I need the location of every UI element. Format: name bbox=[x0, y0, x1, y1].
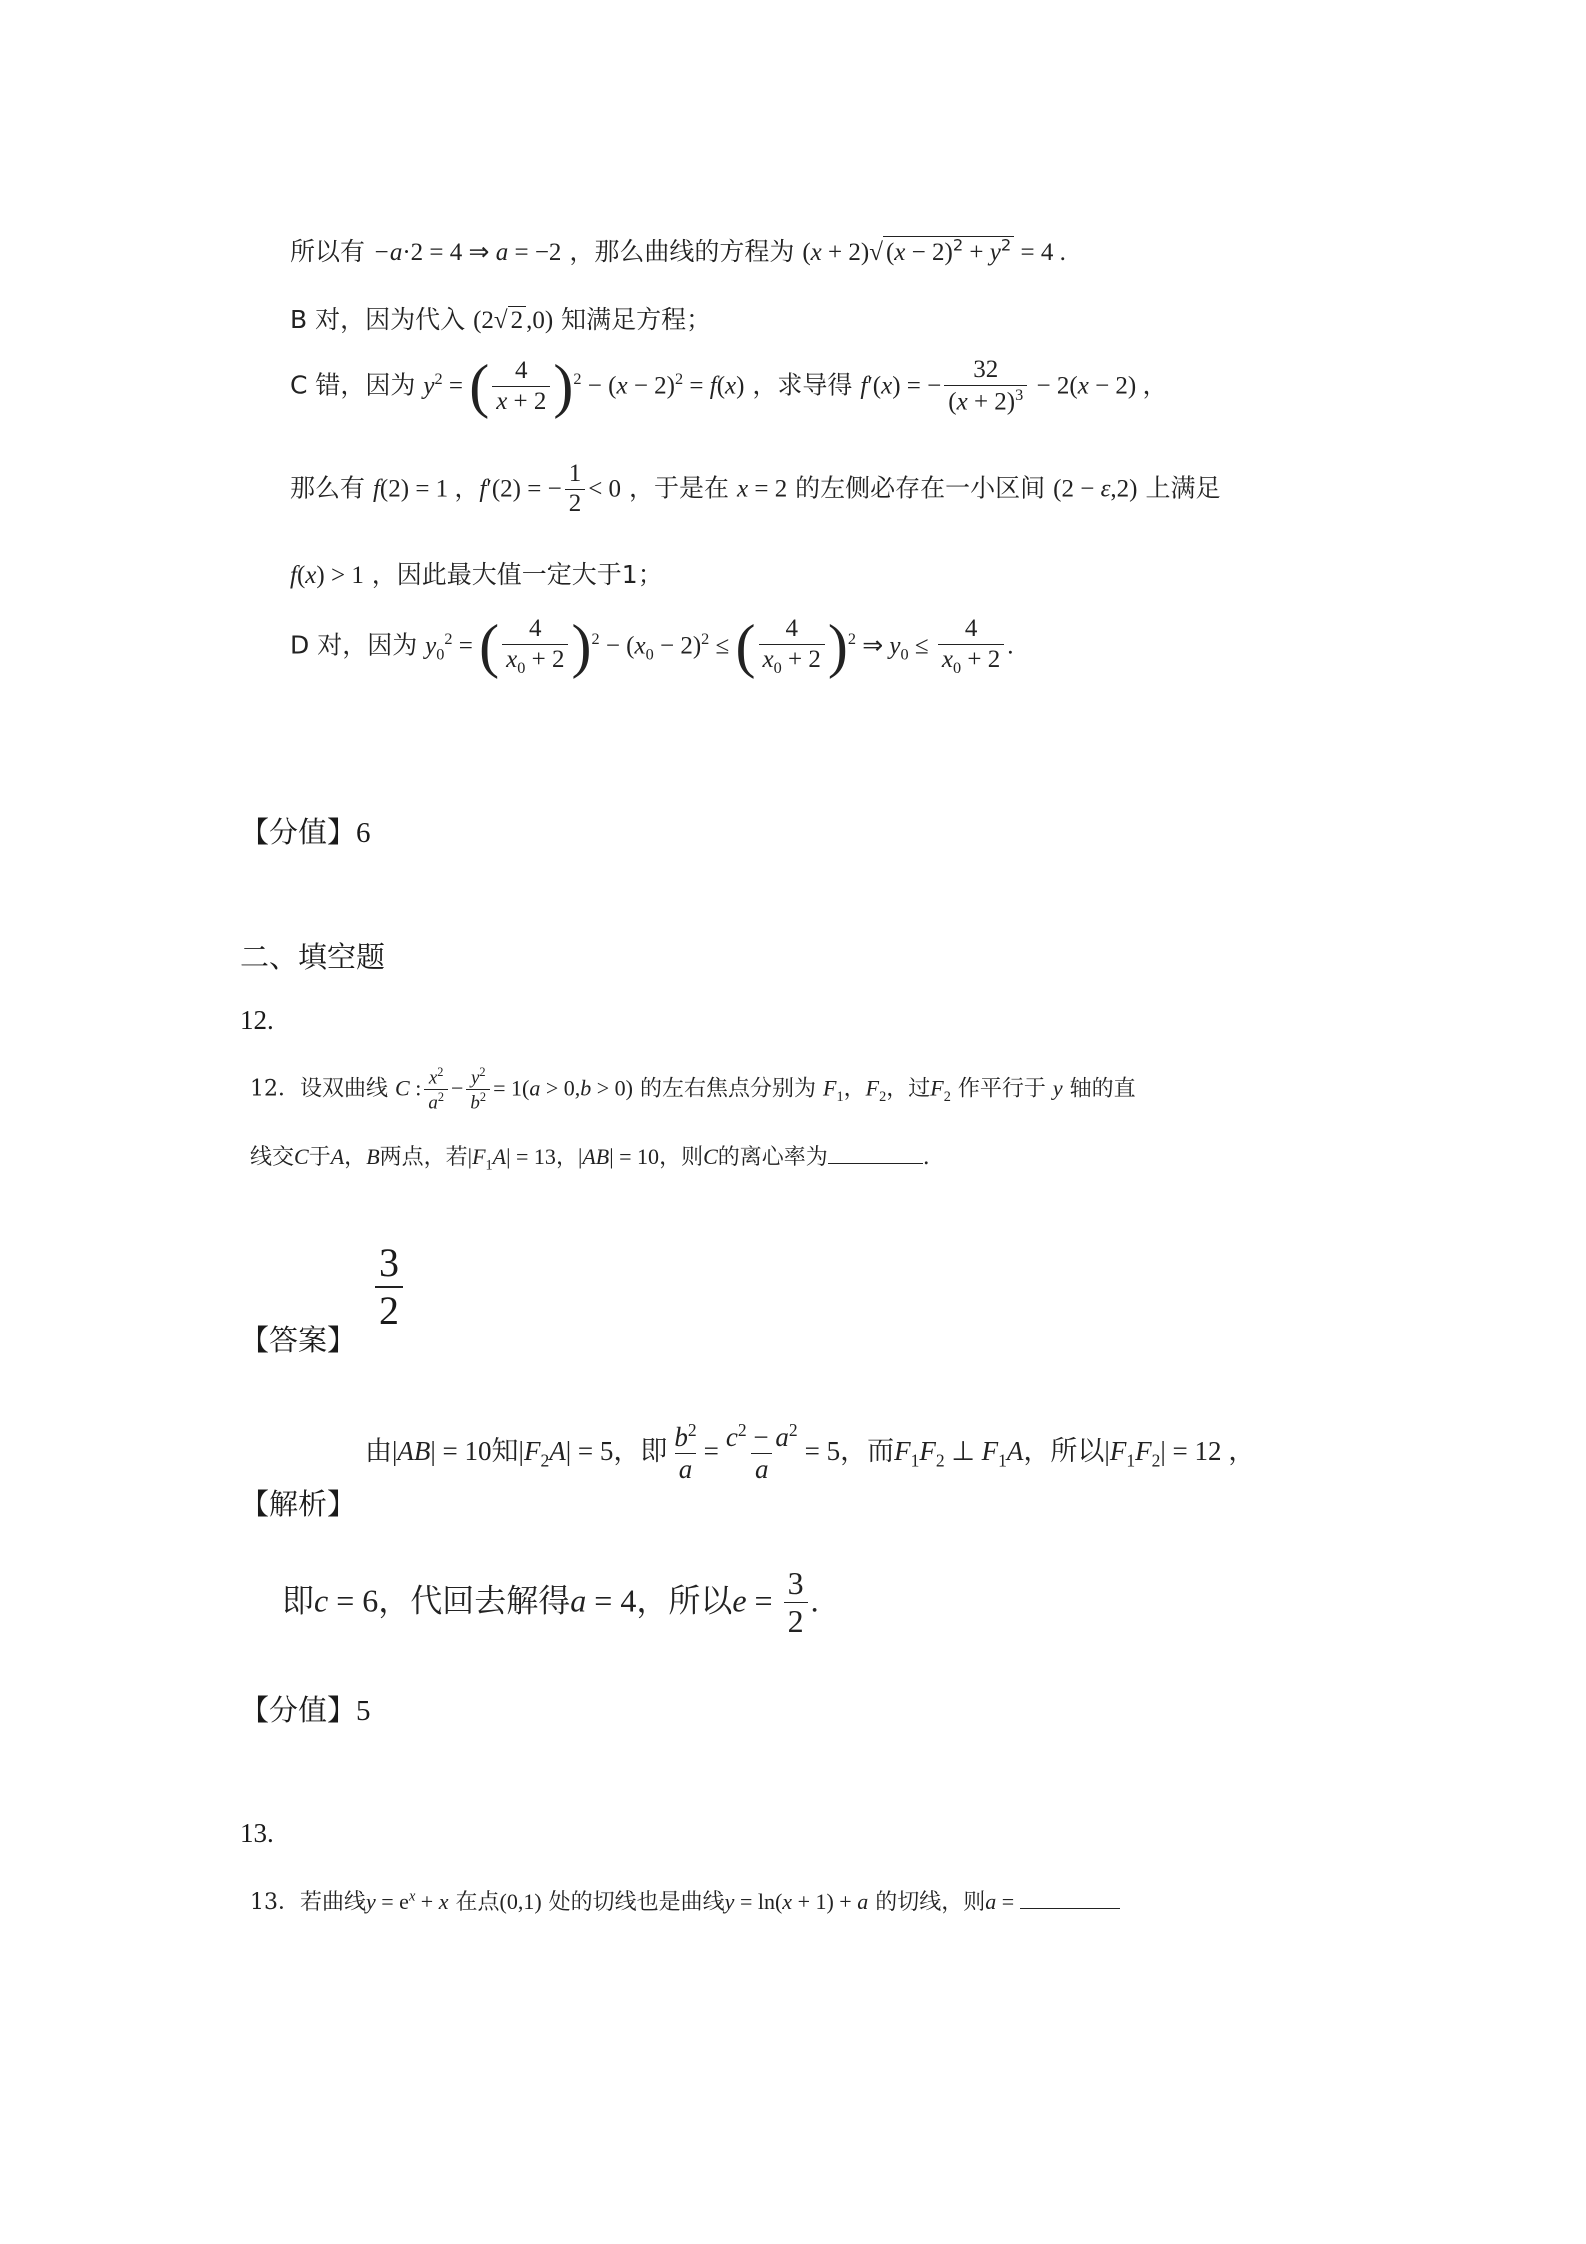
analysis-label: 【解析】 bbox=[240, 1487, 357, 1521]
question-13-line-1: 13．若曲线$y = e^x + x$ 在点(0,1) 处的切线也是曲线y = ln(x + 1) + a 的切线，则a = bbox=[250, 1885, 1120, 1916]
answer-label: 【答案】 bbox=[240, 1323, 357, 1357]
analysis-line-1: 由|AB| = 10知$|F_2A| = 5$，即 $\frac{b^2}{a}$ = $\frac{c^2 - a^2}{a}$ = 5，而$F_1F_2$ ⊥ $F_1A$，所以$|F_1F_2| = 12$ ， bbox=[365, 1420, 1256, 1485]
score-label: 【分值】 bbox=[240, 1693, 357, 1727]
solution-line-6: D 对，因为 $y_0^2$ = ( $\frac{4}{x_0 + 2}$ )$^2 - (x_0 - 2)^2$ ≤ ( $\frac{4}{x_0 + 2}$ )$^2$ ⇒ $y_0$ ≤ $\frac{4}{x_0 + 2}$ . bbox=[290, 613, 1014, 679]
solution-line-4: 那么有 f(2) = 1 ，f′(2) = − $\frac{1}{2}$ < 0 ，于是在 x = 2 的左侧必存在一小区间 (2 − ε,2) 上满足 bbox=[290, 460, 1221, 517]
score-label: 【分值】 bbox=[240, 815, 357, 849]
answer-value: $\frac{3}{2}$ bbox=[372, 1240, 406, 1334]
answer-blank bbox=[1020, 1888, 1120, 1909]
question-12-line-1: 12．设双曲线 C : $\frac{x^2}{a^2}$ − $\frac{y^2}{b^2}$ = 1(a > 0,b > 0) 的左右焦点分别为 $F_1$，$F_2$，过$F_2$ 作平行于 y 轴的直 bbox=[250, 1065, 1136, 1114]
solution-line-5: f(x) > 1 ，因此最大值一定大于1； bbox=[290, 560, 663, 589]
question-number-13: 13. bbox=[240, 1818, 274, 1848]
solution-line-3: C 错，因为 $y^2$ = ( $\frac{4}{x + 2}$ )$^2 - (x - 2)^2 = f(x)$ ，求导得 f′(x) = − $\frac{32}{(x + 2)^3}$ − 2(x − 2) ， bbox=[290, 353, 1168, 419]
score-value: 5 bbox=[356, 1695, 371, 1727]
section-title: 二、填空题 bbox=[240, 940, 386, 974]
score-row-12 bbox=[240, 1688, 371, 1729]
question-12-line-2: 线交C于A，B两点，若$|F_1A| = 13$，|AB| = 10，则C的离心率为 . bbox=[250, 1144, 930, 1174]
question-number-12: 12. bbox=[240, 1005, 274, 1035]
score-row bbox=[240, 810, 371, 851]
solution-line-1: 所以有 −a·2 = 4 ⇒ a = −2 ，那么曲线的方程为 (x + 2)√ $(x - 2)^2 + y^2 = 4$ . bbox=[290, 235, 1066, 266]
score-value: 6 bbox=[356, 817, 371, 849]
analysis-line-2: 即c = 6，代回去解得a = 4，所以e = $\frac{3}{2}$ . bbox=[282, 1565, 819, 1639]
solution-line-2: B 对，因为代入 (2√ 2 ,0) 知满足方程； bbox=[290, 305, 712, 334]
answer-blank bbox=[828, 1143, 923, 1164]
